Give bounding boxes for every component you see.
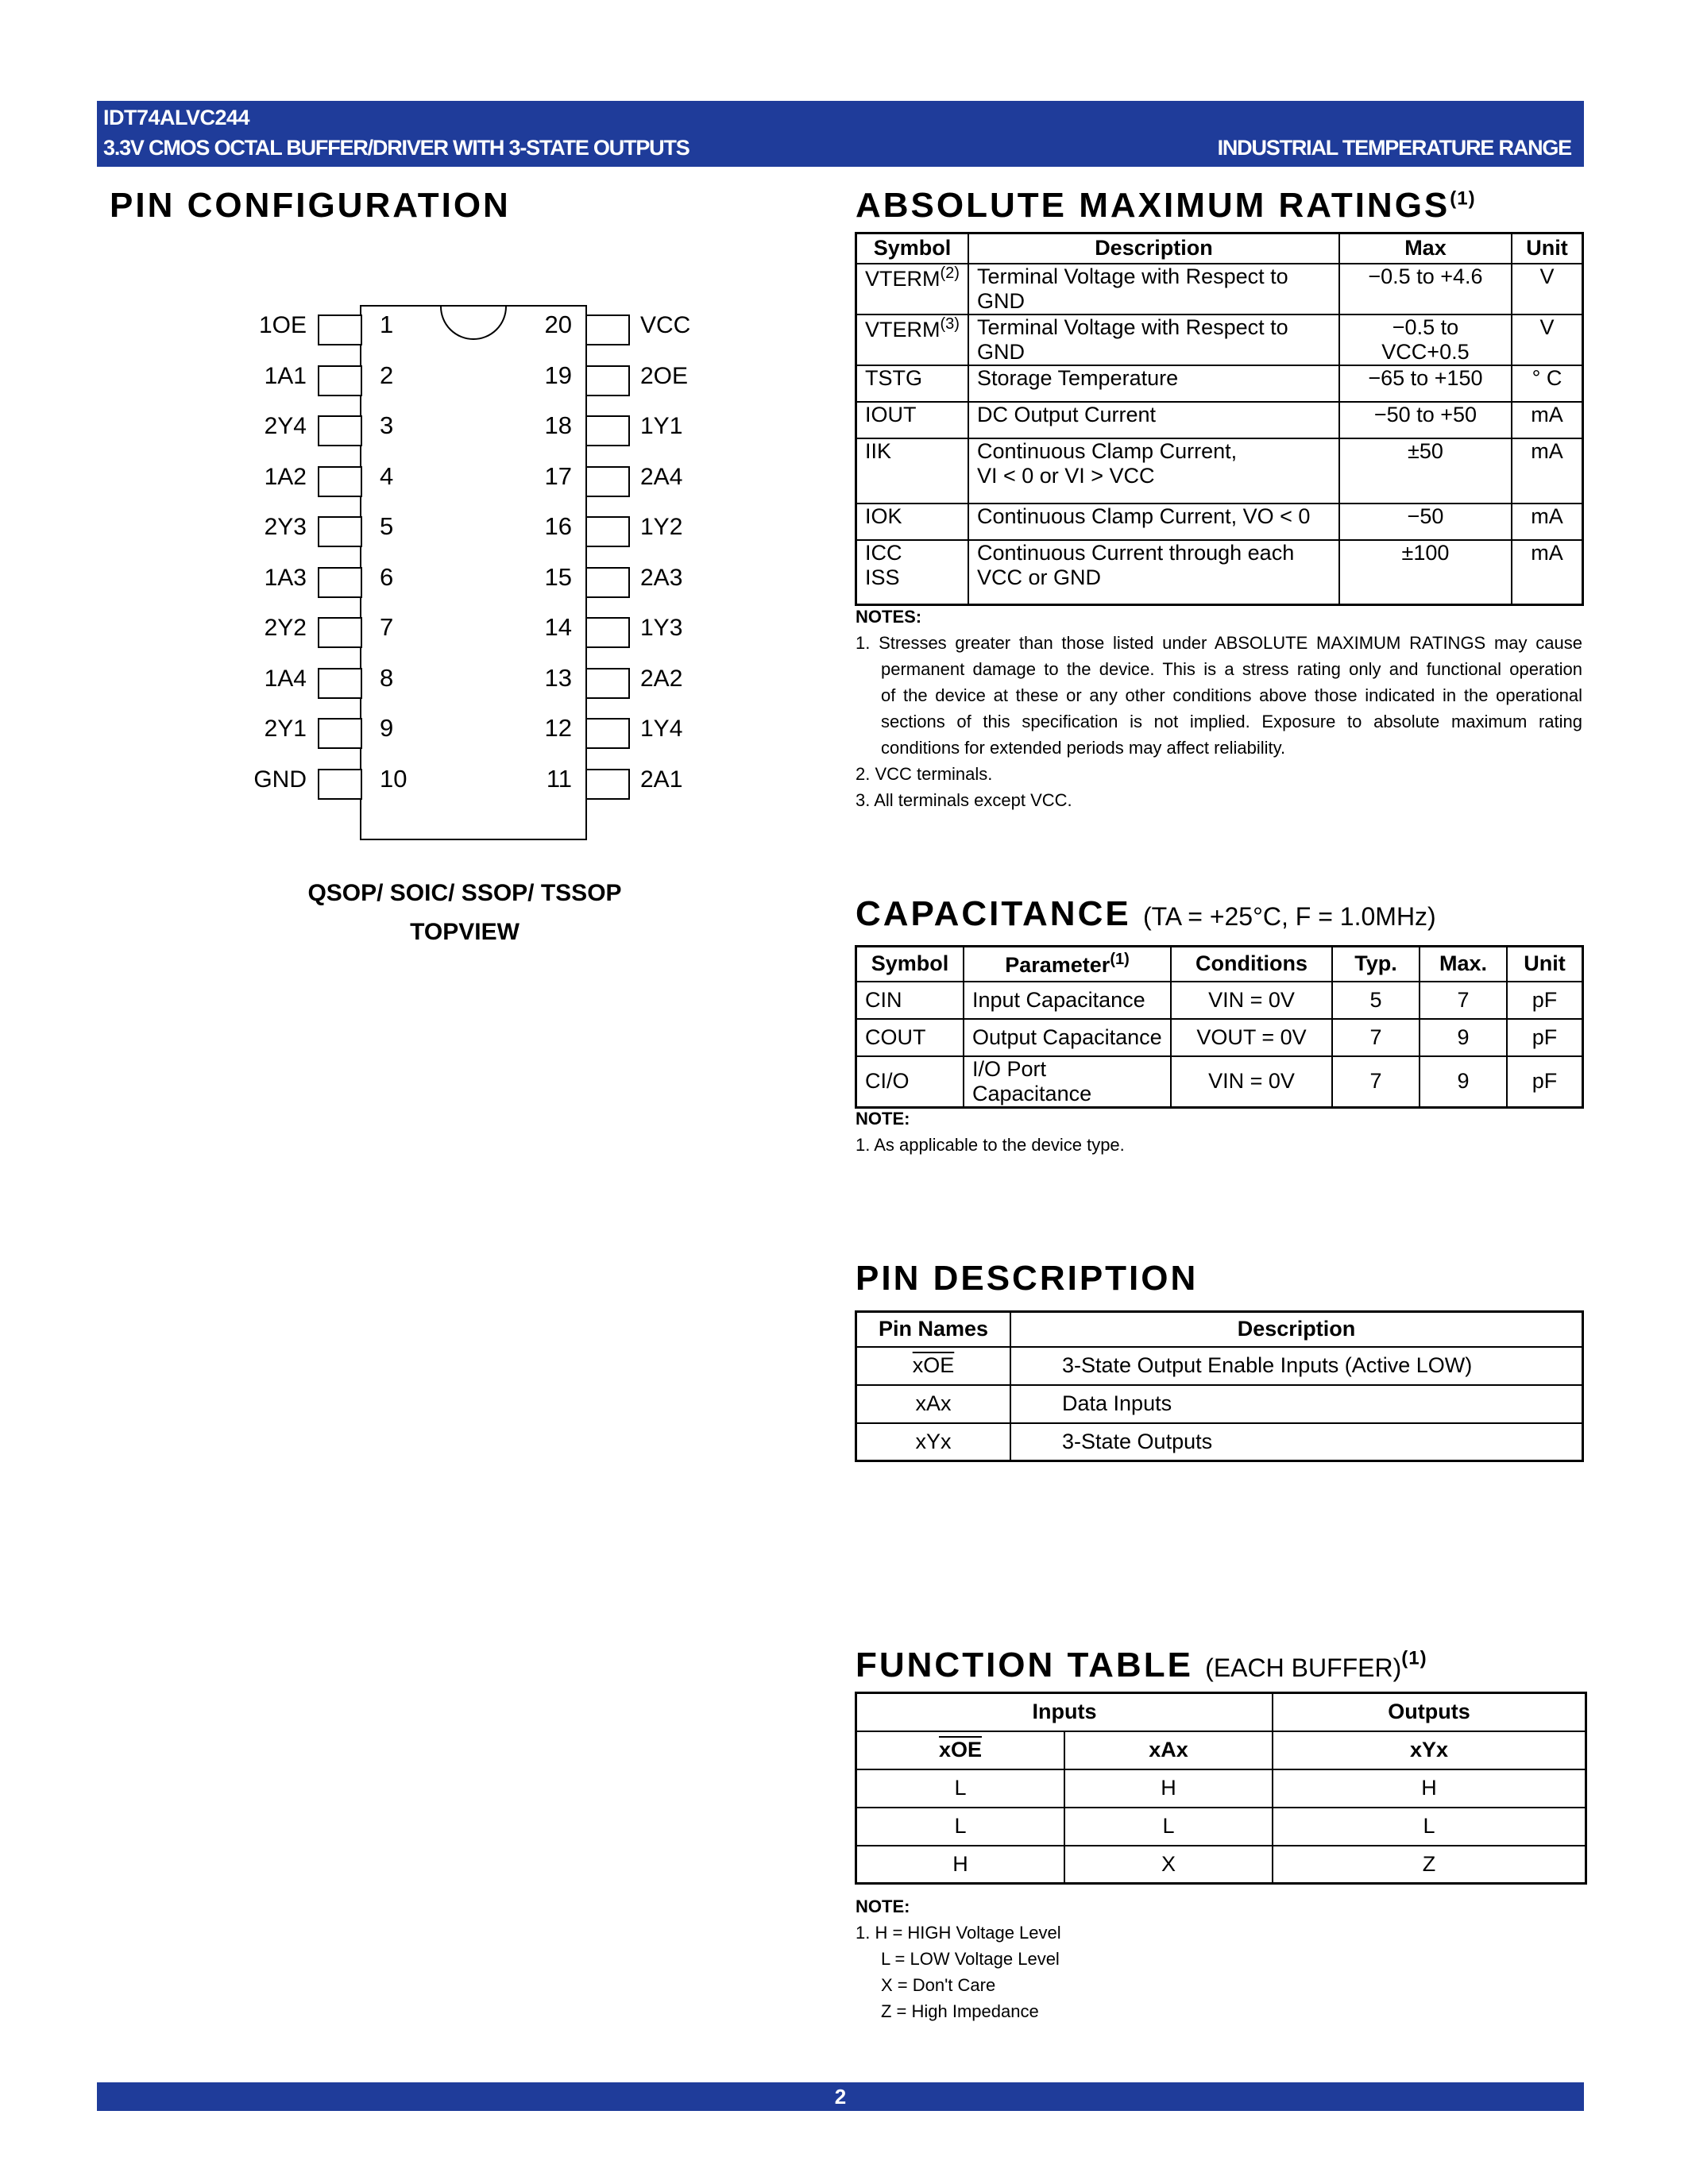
pin-number: 19 — [544, 361, 572, 389]
pd-col-names: Pin Names — [856, 1312, 1011, 1347]
cell-description — [968, 365, 1339, 402]
pin-name: xYx — [915, 1429, 952, 1453]
note-line: permanent damage to the device. This is a stress rating only and functional operation — [881, 659, 1582, 679]
cell-symbol — [856, 438, 968, 504]
note-line: of the device at these or any other conditions above those indicated in the operational — [881, 685, 1582, 705]
pin-number: 7 — [380, 613, 394, 641]
cell-description — [968, 504, 1339, 540]
pin-label: 1Y4 — [640, 716, 683, 742]
table-row — [856, 1846, 1586, 1884]
cap-cell-unit: pF — [1507, 1056, 1583, 1108]
pin-number: 6 — [380, 562, 394, 591]
cap-col-symbol: Symbol — [856, 947, 964, 982]
cap-cell-typ: 5 — [1332, 982, 1420, 1019]
cap-col-typ: Typ. — [1332, 947, 1420, 982]
cell-symbol — [856, 504, 968, 540]
cell-symbol — [856, 402, 968, 438]
note-line: 1. Stresses greater than those listed under ABSOLUTE MAXIMUM RATINGS may cause — [856, 633, 1582, 653]
pin-number: 5 — [380, 512, 394, 540]
symbol-text: VTERM$^{(2)}$ — [865, 264, 960, 291]
table-row — [856, 264, 1583, 314]
cap-cell-max: 9 — [1420, 1056, 1507, 1108]
pin-lead-right — [585, 617, 630, 648]
table-row — [856, 1808, 1586, 1846]
pin-lead-left — [318, 415, 362, 446]
pin-lead-left — [318, 718, 362, 749]
package-view: TOPVIEW — [410, 919, 520, 945]
table-row — [856, 1385, 1583, 1423]
cap-param-label: Parameter — [1005, 952, 1111, 977]
table-row — [856, 540, 1583, 605]
capacitance-table — [855, 945, 1584, 1109]
note-line: 2. VCC terminals. — [856, 764, 993, 784]
cell-unit: ° C — [1512, 365, 1583, 402]
symbol-text: VTERM$^{(3)}$ — [865, 314, 960, 341]
pd-col-description: Description — [1010, 1312, 1583, 1347]
pin-lead-left — [318, 466, 362, 497]
pin-lead-left — [318, 668, 362, 699]
pin-label: 1Y3 — [640, 615, 683, 641]
description-text-2: VCC or GND — [976, 565, 1101, 589]
ft-col-xoe — [856, 1731, 1065, 1769]
cap-cell-symbol: COUT — [856, 1019, 964, 1056]
cell-description — [968, 402, 1339, 438]
abs-max-table — [855, 232, 1584, 606]
cap-cell-unit: pF — [1507, 1019, 1583, 1056]
col-description: Description — [968, 233, 1339, 264]
pin-lead-right — [585, 516, 630, 547]
pin-label: 2A2 — [640, 665, 683, 692]
pin-name-cell — [856, 1385, 1011, 1423]
pin-lead-right — [585, 769, 630, 800]
cap-param-sup: (1) — [1110, 950, 1130, 968]
note-line: conditions for extended periods may affect reliability. — [881, 738, 1286, 758]
pin-name-cell — [856, 1347, 1011, 1385]
pin-label: 1OE — [258, 312, 307, 338]
pin-label: 2A1 — [640, 766, 683, 793]
description-text: Continuous Current through each — [976, 540, 1295, 565]
col-max: Max — [1339, 233, 1512, 264]
cap-cell-symbol: CIN — [856, 982, 964, 1019]
cap-cell-param: Input Capacitance — [964, 982, 1171, 1019]
pin-number: 12 — [544, 714, 572, 742]
pin-number: 16 — [544, 512, 572, 540]
table-row — [856, 1056, 1583, 1108]
capacitance-conditions: (TA = +25°C, F = 1.0MHz) — [1142, 902, 1436, 931]
abs-max-heading — [856, 186, 1476, 226]
footer-bar — [97, 2082, 1584, 2111]
pin-name-cell — [856, 1423, 1011, 1461]
abs-max-sup: (1) — [1450, 187, 1476, 210]
cap-col-max: Max. — [1420, 947, 1507, 982]
ft-cell: L — [856, 1808, 1065, 1846]
table-row — [856, 1423, 1583, 1461]
description-text: Continuous Clamp Current, VO < 0 — [976, 504, 1311, 528]
notes-title: NOTES: — [856, 607, 922, 627]
temperature-range: INDUSTRIAL TEMPERATURE RANGE — [1217, 136, 1571, 160]
pin-desc-cell: 3-State Outputs — [1010, 1423, 1583, 1461]
description-text-2: VI < 0 or VI > VCC — [976, 463, 1155, 488]
cell-unit: V — [1512, 264, 1583, 314]
symbol-text: IOK — [865, 504, 902, 528]
pin-lead-right — [585, 668, 630, 699]
pin-number: 13 — [544, 663, 572, 692]
pin-lead-right — [585, 466, 630, 497]
pin1-notch — [440, 305, 507, 340]
note-line: sections of this specification is not implied. Exposure to absolute maximum rating — [881, 712, 1582, 731]
pin-lead-left — [318, 617, 362, 648]
header-bar — [97, 101, 1584, 167]
pin-label: 2Y2 — [264, 615, 307, 641]
part-number: IDT74ALVC244 — [103, 106, 250, 129]
cap-cell-param: Output Capacitance — [964, 1019, 1171, 1056]
table-row — [856, 1347, 1583, 1385]
pin-lead-right — [585, 567, 630, 598]
table-row — [856, 1019, 1583, 1056]
cap-col-parameter — [964, 947, 1171, 982]
pin-label: 1Y2 — [640, 514, 683, 540]
function-table-sup: (1) — [1401, 1647, 1427, 1669]
cell-symbol — [856, 314, 968, 365]
cap-cell-symbol: CI/O — [856, 1056, 964, 1108]
pin-label: 2Y1 — [264, 716, 307, 742]
note-line: L = LOW Voltage Level — [881, 1949, 1060, 1969]
cap-cell-cond: VOUT = 0V — [1171, 1019, 1332, 1056]
description-text: Continuous Clamp Current, — [976, 438, 1238, 463]
cap-cell-max: 9 — [1420, 1019, 1507, 1056]
document-title: 3.3V CMOS OCTAL BUFFER/DRIVER WITH 3-STATE OUTPUTS — [103, 136, 689, 160]
ft-col-xax: xAx — [1064, 1731, 1273, 1769]
ft-note-title: NOTE: — [856, 1897, 910, 1916]
function-table-title: FUNCTION TABLE — [856, 1646, 1193, 1684]
cell-description — [968, 314, 1339, 365]
pin-label: 1A1 — [264, 362, 307, 389]
symbol-text: IIK — [865, 438, 892, 463]
description-text: Storage Temperature — [976, 365, 1179, 390]
function-table-notes — [856, 1893, 1332, 2024]
pin-config-heading: PIN CONFIGURATION — [110, 186, 511, 225]
pin-number: 3 — [380, 411, 394, 439]
pin-label: VCC — [640, 312, 691, 338]
ft-cell: L — [1273, 1808, 1586, 1846]
ft-cell: H — [856, 1846, 1065, 1884]
pin-label: 1A3 — [264, 564, 307, 591]
cell-max: −0.5 to +4.6 — [1339, 264, 1512, 314]
table-row — [856, 504, 1583, 540]
pin-name: xAx — [915, 1391, 952, 1415]
cap-cell-cond: VIN = 0V — [1171, 1056, 1332, 1108]
table-row — [856, 438, 1583, 504]
cell-symbol — [856, 365, 968, 402]
symbol-text-2: ISS — [865, 565, 900, 589]
cap-col-conditions: Conditions — [1171, 947, 1332, 982]
cell-description — [968, 438, 1339, 504]
pin-number: 4 — [380, 461, 394, 490]
cell-max: ±100 — [1339, 540, 1512, 605]
ft-group-outputs: Outputs — [1273, 1693, 1586, 1731]
cell-symbol — [856, 540, 968, 605]
note-line: X = Don't Care — [881, 1975, 996, 1995]
cap-cell-param: I/O Port Capacitance — [964, 1056, 1171, 1108]
pin-lead-left — [318, 516, 362, 547]
ft-cell: Z — [1273, 1846, 1586, 1884]
symbol-text: ICC — [865, 540, 902, 565]
description-text: Terminal Voltage with Respect to GND — [976, 264, 1288, 313]
description-text: Terminal Voltage with Respect to GND — [976, 314, 1288, 364]
pin-desc-cell: 3-State Output Enable Inputs (Active LOW) — [1010, 1347, 1583, 1385]
pin-label: 1Y1 — [640, 413, 683, 439]
cell-description — [968, 540, 1339, 605]
note-line: 3. All terminals except VCC. — [856, 790, 1072, 810]
pin-number: 17 — [544, 461, 572, 490]
pin-label: 2Y4 — [264, 413, 307, 439]
pin-lead-left — [318, 314, 362, 345]
cell-max: −65 to +150 — [1339, 365, 1512, 402]
table-row — [856, 1769, 1586, 1808]
capacitance-title: CAPACITANCE — [856, 894, 1131, 933]
description-text: DC Output Current — [976, 402, 1157, 426]
page-number: 2 — [834, 2085, 847, 2109]
cap-note: 1. As applicable to the device type. — [856, 1135, 1125, 1155]
pin-desc-table — [855, 1310, 1584, 1462]
col-unit: Unit — [1512, 233, 1583, 264]
pin-lead-right — [585, 718, 630, 749]
pin-number: 9 — [380, 714, 394, 742]
ft-cell: H — [1273, 1769, 1586, 1808]
cell-max: −50 to +50 — [1339, 402, 1512, 438]
ft-cell: L — [1064, 1808, 1273, 1846]
package-types: QSOP/ SOIC/ SSOP/ TSSOP — [307, 880, 622, 906]
ft-col-xyx: xYx — [1273, 1731, 1586, 1769]
ft-cell: L — [856, 1769, 1065, 1808]
cell-symbol — [856, 264, 968, 314]
capacitance-notes — [856, 1106, 1570, 1158]
cap-cell-typ: 7 — [1332, 1056, 1420, 1108]
symbol-sup: (3) — [940, 314, 960, 333]
cap-cell-cond: VIN = 0V — [1171, 982, 1332, 1019]
cell-max: −0.5 to VCC+0.5 — [1339, 314, 1512, 365]
pin-label: 2A3 — [640, 564, 683, 591]
function-table-sub: (EACH BUFFER) — [1205, 1653, 1402, 1682]
capacitance-heading — [856, 894, 1436, 934]
abs-max-notes — [856, 604, 1582, 813]
pin-lead-left — [318, 769, 362, 800]
table-row — [856, 314, 1583, 365]
cell-max: −50 — [1339, 504, 1512, 540]
pin-number: 14 — [544, 613, 572, 641]
cell-unit: V — [1512, 314, 1583, 365]
pin-desc-heading: PIN DESCRIPTION — [856, 1259, 1199, 1298]
col-symbol: Symbol — [856, 233, 968, 264]
symbol-text: TSTG — [865, 365, 922, 390]
note-line: Z = High Impedance — [881, 2001, 1039, 2021]
symbol-text: IOUT — [865, 402, 917, 426]
pin-label: GND — [253, 766, 307, 793]
cell-max: ±50 — [1339, 438, 1512, 504]
pin-label: 1A4 — [264, 665, 307, 692]
pin-name: $\overline{xOE}$ — [912, 1353, 955, 1377]
cap-note-title: NOTE: — [856, 1109, 910, 1129]
pin-desc-cell: Data Inputs — [1010, 1385, 1583, 1423]
ft-cell: H — [1064, 1769, 1273, 1808]
pin-label: 2Y3 — [264, 514, 307, 540]
pin-number: 2 — [380, 361, 394, 389]
ft-cell: X — [1064, 1846, 1273, 1884]
pin-number: 18 — [544, 411, 572, 439]
function-table — [855, 1692, 1587, 1885]
pin-label: 2OE — [640, 362, 689, 389]
cell-unit: mA — [1512, 540, 1583, 605]
pin-number: 10 — [380, 764, 408, 793]
pin-label: 2A4 — [640, 463, 683, 490]
pin-number: 20 — [544, 311, 572, 338]
abs-max-title: ABSOLUTE MAXIMUM RATINGS — [856, 186, 1450, 225]
cap-col-unit: Unit — [1507, 947, 1583, 982]
pin-number: 1 — [380, 311, 394, 338]
ft-col-xoe-label: $\overline{xOE}$ — [938, 1738, 983, 1761]
ft-group-inputs: Inputs — [856, 1693, 1273, 1731]
pin-lead-right — [585, 365, 630, 396]
pin-number: 8 — [380, 663, 394, 692]
pin-lead-right — [585, 314, 630, 345]
cell-unit: mA — [1512, 402, 1583, 438]
pin-number: 15 — [544, 562, 572, 591]
cell-unit: mA — [1512, 438, 1583, 504]
cell-unit: mA — [1512, 504, 1583, 540]
cap-cell-typ: 7 — [1332, 1019, 1420, 1056]
table-row — [856, 982, 1583, 1019]
pin-lead-left — [318, 365, 362, 396]
pin-label: 1A2 — [264, 463, 307, 490]
cell-description — [968, 264, 1339, 314]
table-row — [856, 402, 1583, 438]
note-line: 1. H = HIGH Voltage Level — [856, 1923, 1061, 1943]
pin-number: 11 — [546, 764, 572, 793]
cap-cell-unit: pF — [1507, 982, 1583, 1019]
pin-lead-right — [585, 415, 630, 446]
pin-lead-left — [318, 567, 362, 598]
table-row — [856, 365, 1583, 402]
symbol-sup: (2) — [940, 264, 960, 282]
function-table-heading — [856, 1646, 1427, 1685]
cap-cell-max: 7 — [1420, 982, 1507, 1019]
